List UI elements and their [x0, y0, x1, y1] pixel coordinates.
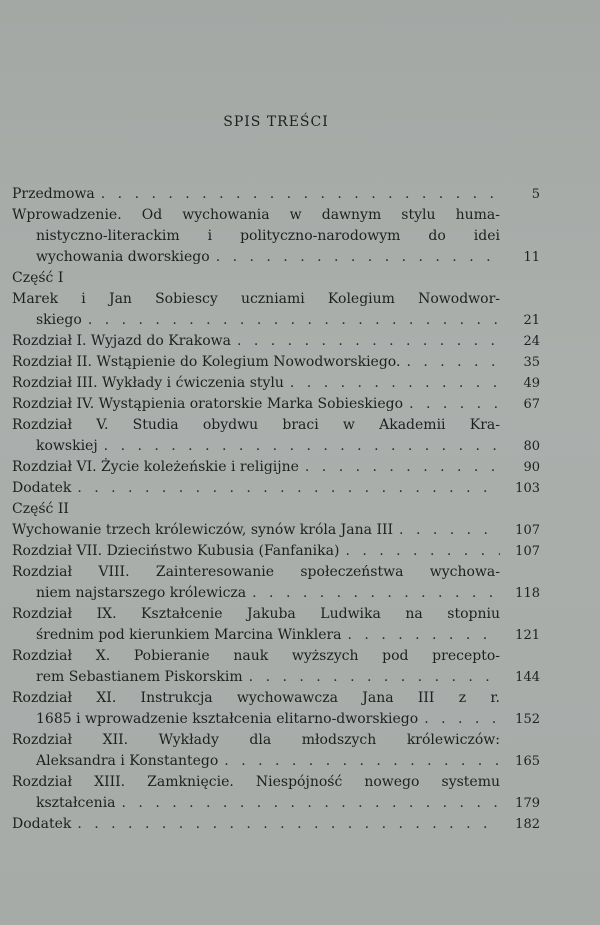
toc-entry — [12, 541, 540, 562]
toc-entry-text: skiego — [36, 312, 82, 328]
toc-entry-text: Wychowanie trzech królewiczów, synów króla Jana III — [12, 522, 394, 538]
toc-entry — [12, 499, 540, 520]
toc-entry-text: Rozdział II. Wstąpienie do Kolegium Nowodworskiego. — [12, 354, 401, 370]
dot-leader — [210, 247, 500, 268]
dot-leader — [400, 352, 500, 373]
toc-entry — [12, 604, 540, 646]
toc-entry — [12, 814, 540, 835]
toc-entry-text: Rozdział X. Pobieranie nauk wyższych pod precepto- — [12, 648, 500, 664]
toc-entry — [12, 730, 540, 772]
toc-entry-text: Rozdział XI. Instrukcja wychowawcza Jana III z r. — [12, 690, 500, 706]
toc-entry-text: Rozdział III. Wykłady i ćwiczenia stylu — [12, 375, 284, 391]
toc-page-number: 118 — [515, 586, 540, 601]
toc-entry-text: Dodatek — [12, 480, 72, 496]
dot-leader — [71, 814, 500, 835]
toc-page-number: 144 — [515, 670, 540, 685]
toc-entry — [12, 478, 540, 499]
toc-entry-text: Dodatek — [12, 816, 72, 832]
toc-page-number: 24 — [523, 334, 540, 349]
toc-entry-text: nistyczno-literackim i polityczno-narodowym do idei — [36, 228, 500, 244]
toc-page-number: 5 — [531, 187, 540, 202]
toc-page-number: 67 — [523, 397, 540, 412]
dot-leader — [403, 394, 500, 415]
toc-entry — [12, 394, 540, 415]
toc-entry — [12, 646, 540, 688]
toc-entry-text: Rozdział I. Wyjazd do Krakowa — [12, 333, 231, 349]
toc-entry-text: wychowania dworskiego — [36, 249, 210, 265]
toc-entry-text: kształcenia — [36, 795, 116, 811]
toc-entry — [12, 268, 540, 289]
toc-page-number: 11 — [523, 250, 540, 265]
toc-entry-text: niem najstarszego królewicza — [36, 585, 247, 601]
toc-page-number: 179 — [515, 796, 540, 811]
toc-page-number: 165 — [515, 754, 540, 769]
table-of-contents — [12, 184, 540, 835]
toc-page-number: 80 — [523, 439, 540, 454]
toc-page-number: 49 — [523, 376, 540, 391]
dot-leader — [418, 709, 500, 730]
toc-entry — [12, 352, 540, 373]
toc-page-number: 152 — [515, 712, 540, 727]
toc-entry — [12, 772, 540, 814]
toc-page-number: 35 — [523, 355, 540, 370]
dot-leader — [246, 583, 500, 604]
toc-entry-text: Rozdział XII. Wykłady dla młodszych królewiczów: — [12, 732, 500, 748]
toc-page-number: 121 — [515, 628, 540, 643]
toc-entry-text: średnim pod kierunkiem Marcina Winklera — [36, 627, 342, 643]
toc-entry-text: Rozdział IX. Kształcenie Jakuba Ludwika na stopniu — [12, 606, 500, 622]
toc-page-number: 107 — [515, 523, 540, 538]
toc-entry — [12, 184, 540, 205]
toc-entry — [12, 457, 540, 478]
toc-entry-text: Rozdział V. Studia obydwu braci w Akademii Kra- — [12, 417, 500, 433]
toc-entry — [12, 373, 540, 394]
toc-entry-text: Wprowadzenie. Od wychowania w dawnym stylu huma- — [12, 207, 500, 223]
toc-page-number: 90 — [523, 460, 540, 475]
toc-entry — [12, 562, 540, 604]
toc-entry-text: Część I — [12, 270, 64, 286]
toc-entry-text: Rozdział VI. Życie koleżeńskie i religijne — [12, 459, 299, 475]
toc-entry — [12, 289, 540, 331]
toc-entry-text: Rozdział XIII. Zamknięcie. Niespójność nowego systemu — [12, 774, 500, 790]
toc-entry-text: rem Sebastianem Piskorskim — [36, 669, 243, 685]
dot-leader — [95, 184, 500, 205]
dot-leader — [231, 331, 500, 352]
toc-entry-text: Marek i Jan Sobiescy uczniami Kolegium Nowodwor- — [12, 291, 500, 307]
toc-entry — [12, 205, 540, 268]
dot-leader — [339, 541, 500, 562]
dot-leader — [299, 457, 500, 478]
toc-page-number: 103 — [515, 481, 540, 496]
toc-entry-text: Rozdział VII. Dzieciństwo Kubusia (Fanfanika) — [12, 543, 340, 559]
dot-leader — [82, 310, 500, 331]
dot-leader — [342, 625, 500, 646]
page-title: SPIS TREŚCI — [223, 114, 329, 130]
toc-page-number: 107 — [515, 544, 540, 559]
toc-entry-text: Aleksandra i Konstantego — [36, 753, 219, 769]
toc-entry — [12, 520, 540, 541]
dot-leader — [98, 436, 500, 457]
toc-entry-text: 1685 i wprowadzenie kształcenia elitarno-dworskiego — [36, 711, 419, 727]
dot-leader — [393, 520, 500, 541]
toc-entry-text: Przedmowa — [12, 186, 95, 202]
toc-page-number: 182 — [515, 817, 540, 832]
dot-leader — [243, 667, 500, 688]
dot-leader — [218, 751, 500, 772]
toc-page-number: 21 — [523, 313, 540, 328]
toc-entry — [12, 688, 540, 730]
dot-leader — [116, 793, 500, 814]
dot-leader — [71, 478, 500, 499]
dot-leader — [284, 373, 500, 394]
toc-entry-text: Rozdział IV. Wystąpienia oratorskie Marka Sobieskiego — [12, 396, 404, 412]
toc-entry-text: kowskiej — [36, 438, 98, 454]
toc-entry-text: Część II — [12, 501, 69, 517]
toc-entry-text: Rozdział VIII. Zainteresowanie społeczeństwa wychowa- — [12, 564, 500, 580]
toc-entry — [12, 415, 540, 457]
toc-entry — [12, 331, 540, 352]
